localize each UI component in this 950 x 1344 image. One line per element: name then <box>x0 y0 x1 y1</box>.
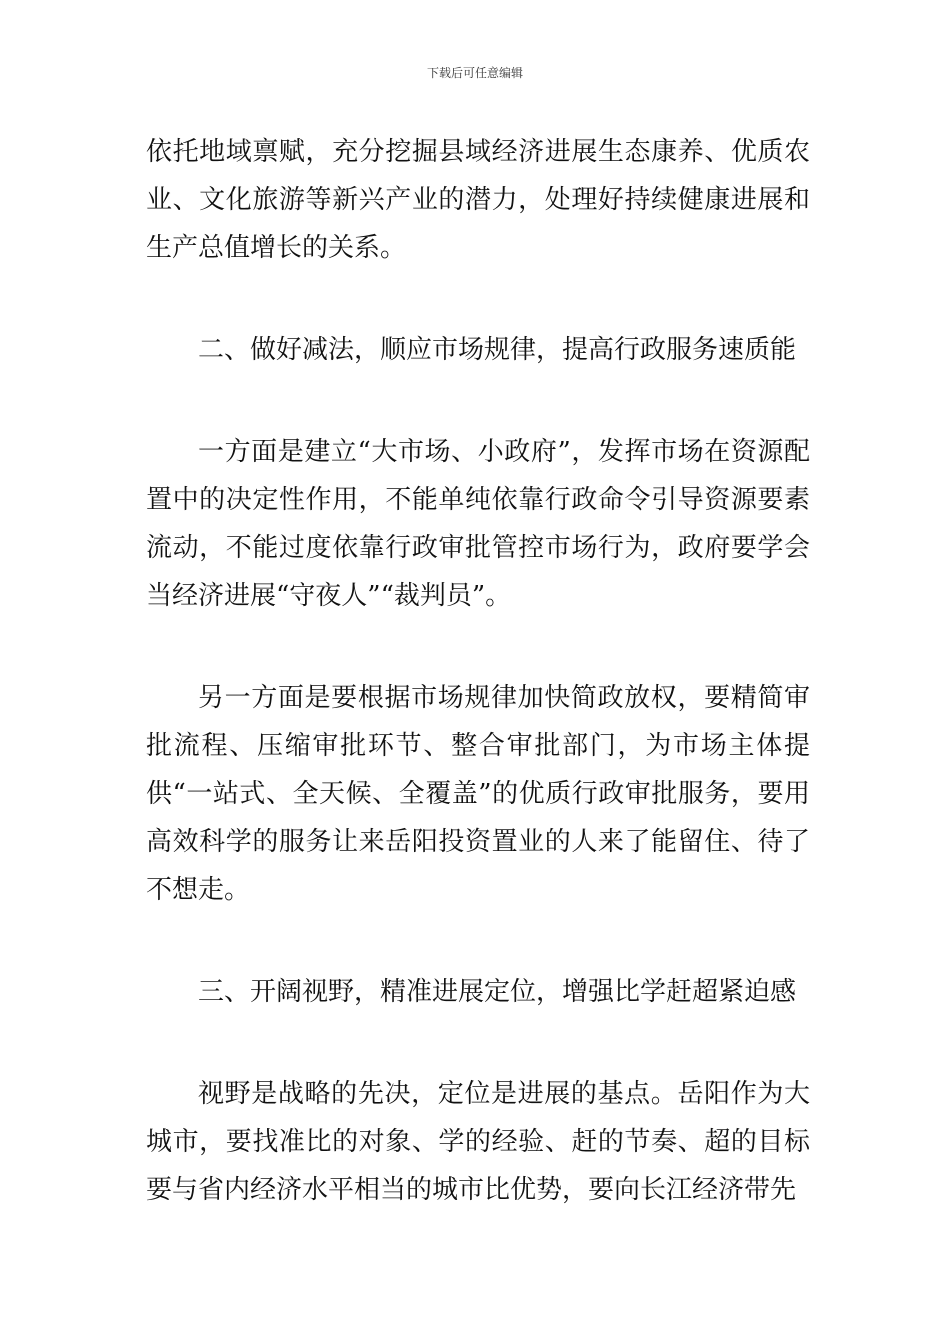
paragraph-market: 一方面是建立“大市场、小政府”，发挥市场在资源配置中的决定性作用，不能单纯依靠行政命令引导资源要素流动，不能过度依靠行政审批管控市场行为，政府要学会当经济进展“守夜人”“裁判员”。 <box>146 437 810 611</box>
paragraph-gap <box>146 620 810 674</box>
paragraph-gap <box>146 914 810 968</box>
paragraph-gap <box>146 374 810 428</box>
paragraph-vision: 视野是战略的先决，定位是进展的基点。岳阳作为大城市，要找准比的对象、学的经验、赶的节奏、超的目标要与省内经济水平相当的城市比优势，要向长江经济带先 <box>146 1079 810 1205</box>
paragraph-continuation: 依托地域禀赋，充分挖掘县域经济进展生态康养、优质农业、文化旅游等新兴产业的潜力，处理好持续健康进展和生产总值增长的关系。 <box>146 137 810 263</box>
paragraph-gap <box>146 1016 810 1070</box>
document-body <box>146 128 810 1214</box>
paragraph-gap <box>146 272 810 326</box>
page-header: 下载后可任意编辑 <box>426 66 523 80</box>
section-heading-two: 二、做好减法，顺应市场规律，提高行政服务速质能 <box>198 335 797 365</box>
section-heading-three: 三、开阔视野，精准进展定位，增强比学赶超紧迫感 <box>198 977 797 1007</box>
paragraph-approval: 另一方面是要根据市场规律加快简政放权，要精简审批流程、压缩审批环节、整合审批部门，为市场主体提供“一站式、全天候、全覆盖”的优质行政审批服务，要用高效科学的服务让来岳阳投资置业的人来了能留住、待了不想走。 <box>146 683 810 905</box>
